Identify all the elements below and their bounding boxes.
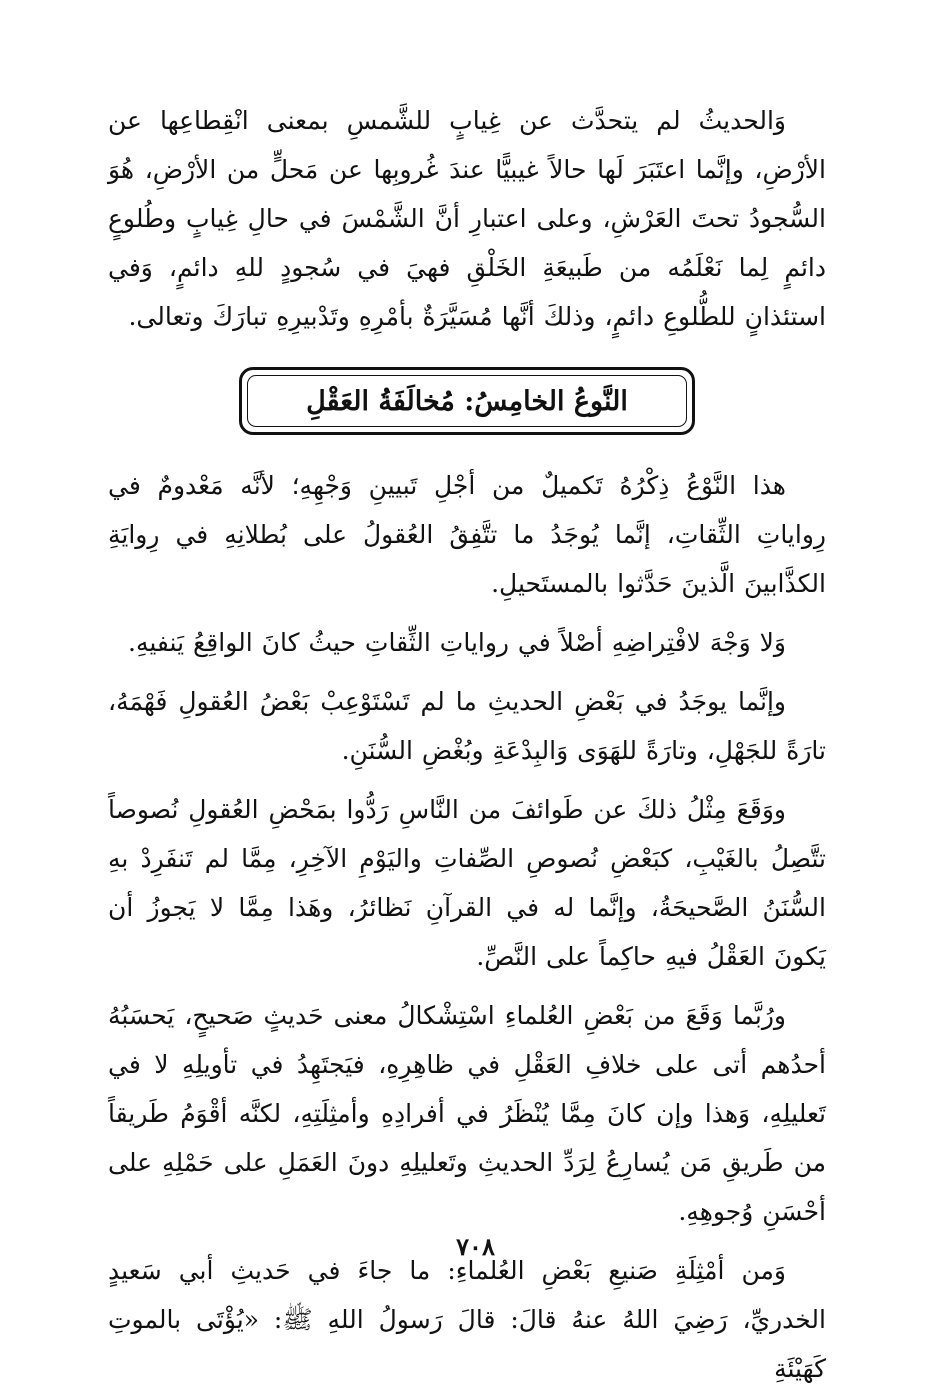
page-number: ٧٠٨ [456,1232,495,1261]
paragraph-5: ووَقَعَ مِثْلُ ذلكَ عن طَوائفَ من النَّاسِ رَدُّوا بمَحْضِ العُقولِ نُصوصاً تتَّصِلُ بالغَيْبِ، كبَعْضِ نُصوصِ الصِّفاتِ واليَوْمِ الآخِرِ، مِمَّا لم تَنفَرِدْ بهِ السُّنَنُ الصَّحيحَةُ، وإنَّما له في القرآنِ نَظائرُ، وهَذا مِمَّا لا يَجوزُ أن يَكونَ العَقْلُ فيهِ حاكِماً على النَّصِّ. [108,795,826,971]
section-heading-frame [239,367,695,435]
paragraph-1: وَالحديثُ لم يتحدَّث عن غِيابٍ للشَّمسِ بمعنى انْقِطاعِها عن الأرْضِ، وإنَّما اعتَبَرَ لَها حالاً غيبيًّا عندَ غُروبِها عن مَحلٍّ من الأرْضِ، هُوَ السُّجودُ تحتَ العَرْشِ، وعلى اعتبارِ أنَّ الشَّمْسَ في حالِ غِيابٍ وطُلوعٍ دائمٍ لِما نَعْلَمُه من طَبيعَةِ الخَلْقِ فهيَ في سُجودٍ للهِ دائمٍ، وَفي استئذانٍ للطُّلوعِ دائمٍ، وذلكَ أنَّها مُسَيَّرَةٌ بأمْرِهِ وتَدْبيرِهِ تبارَكَ وتعالى. [108,106,826,331]
paragraph-4: وإنَّما يوجَدُ في بَعْضِ الحديثِ ما لم تَسْتَوْعِبْ بَعْضُ العُقولِ فَهْمَهُ، تارَةً للجَهْلِ، وتارَةً للهَوَى وَالبِدْعَةِ وبُغْضِ السُّنَنِ. [108,687,826,765]
paragraph-6: ورُبَّما وَقَعَ من بَعْضِ العُلماءِ اسْتِشْكالُ معنى حَديثٍ صَحيحٍ، يَحسَبُهُ أحدُهم أتى على خلافِ العَقْلِ في ظاهِرِهِ، فيَجتَهِدُ في تأويلِهِ لا في تَعليلِهِ، وَهذا وإن كانَ مِمَّا يُنْظَرُ في أفرادِهِ وأمثِلَتِهِ، لكنَّه أقْوَمُ طَريقاً من طَريقِ مَن يُسارِعُ لِرَدِّ الحديثِ وتَعليلِهِ دونَ العَمَلِ على حَمْلِهِ على أحْسَنِ وُجوهِهِ. [108,1001,826,1226]
section-heading: النَّوعُ الخامِسُ: مُخالَفَةُ العَقْلِ [306,385,628,417]
paragraph-7: وَمن أمْثِلَةِ صَنيعِ بَعْضِ العُلماءِ: ما جاءَ في حَديثِ أبي سَعيدٍ الخدريِّ، رَضِيَ اللهُ عنهُ قالَ: قالَ رَسولُ اللهِ ﷺ: «يُؤْتَى بالموتِ كَهَيْئَةِ [108,1256,826,1383]
page-body [108,96,826,1393]
paragraph-2: هذا النَّوْعُ ذِكْرُهُ تَكميلٌ من أجْلِ تَبيينِ وَجْهِهِ؛ لأنَّه مَعْدومٌ في رِواياتِ الثِّقاتِ، إنَّما يُوجَدُ ما تتَّفِقُ العُقولُ على بُطلانِهِ في رِوايَةِ الكذَّابينَ الَّذينَ حَدَّثوا بالمستَحيلِ. [108,471,826,598]
paragraph-3: وَلا وَجْهَ لافْتِراضِهِ أصْلاً في رواياتِ الثِّقاتِ حيثُ كانَ الواقِعُ يَنفيهِ. [128,628,786,657]
